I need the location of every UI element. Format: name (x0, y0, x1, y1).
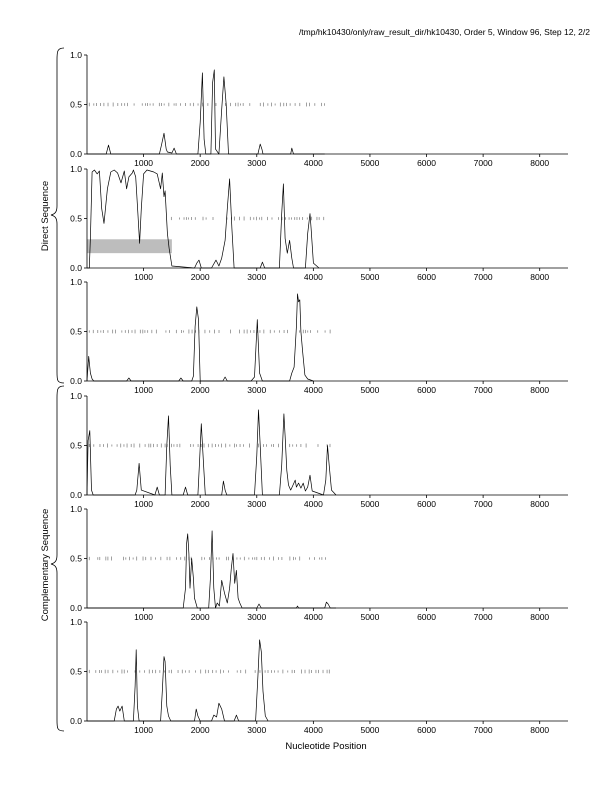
x-tick-label: 1000 (134, 385, 154, 395)
x-tick-label: 6000 (417, 725, 436, 735)
x-tick-label: 8000 (530, 272, 550, 282)
x-tick-label: 4000 (303, 612, 323, 622)
y-tick-label: 1.0 (70, 277, 82, 287)
direct-sequence-label: Direct Sequence (40, 180, 51, 252)
y-tick-label: 0.5 (70, 666, 82, 677)
x-tick-label: 6000 (417, 158, 436, 168)
y-tick-label: 0.0 (70, 716, 82, 726)
x-tick-label: 5000 (360, 272, 380, 282)
x-tick-label: 8000 (530, 385, 550, 395)
x-tick-label: 2000 (190, 612, 210, 622)
x-tick-label: 7000 (473, 725, 493, 735)
x-tick-label: 8000 (530, 499, 550, 509)
x-tick-label: 8000 (530, 612, 550, 622)
x-tick-label: 3000 (247, 612, 267, 622)
y-tick-label: 1.0 (70, 50, 82, 60)
x-tick-label: 1000 (134, 612, 154, 622)
direct-sequence-brace (51, 48, 64, 383)
series-line-1-1 (87, 70, 325, 154)
x-tick-label: 2000 (190, 725, 210, 735)
complementary-sequence-brace (51, 386, 64, 731)
y-tick-label: 0.5 (70, 326, 82, 337)
x-tick-label: 4000 (303, 499, 323, 509)
complementary-sequence-label: Complementary Sequence (40, 508, 51, 622)
x-tick-label: 2000 (190, 158, 210, 168)
x-tick-label: 1000 (134, 725, 154, 735)
y-tick-label: 1.0 (70, 504, 82, 514)
x-tick-label: 1000 (134, 499, 154, 509)
x-tick-label: 3000 (247, 725, 267, 735)
x-tick-label: 3000 (247, 385, 267, 395)
x-tick-label: 2000 (190, 499, 210, 509)
y-tick-label: 0.0 (70, 149, 82, 159)
x-tick-label: 7000 (473, 499, 493, 509)
x-tick-label: 4000 (303, 725, 323, 735)
panel-5 (70, 504, 568, 622)
y-tick-label: 0.0 (70, 603, 82, 613)
x-tick-label: 4000 (303, 385, 323, 395)
x-tick-label: 5000 (360, 725, 380, 735)
panel-2 (70, 164, 568, 282)
x-tick-label: 4000 (303, 158, 323, 168)
series-line-3-1 (87, 294, 313, 381)
panel-1 (70, 50, 568, 168)
highlight-region (87, 239, 172, 253)
x-tick-label: 7000 (473, 272, 493, 282)
x-tick-label: 2000 (190, 272, 210, 282)
x-tick-label: 7000 (473, 158, 493, 168)
x-axis-label: Nucleotide Position (285, 741, 367, 752)
panel-3 (70, 277, 568, 395)
panel-6 (70, 617, 568, 735)
x-tick-label: 6000 (417, 272, 436, 282)
x-tick-label: 6000 (417, 499, 436, 509)
x-tick-label: 1000 (134, 158, 154, 168)
x-tick-label: 7000 (473, 385, 493, 395)
x-tick-label: 5000 (360, 499, 380, 509)
y-tick-label: 0.0 (70, 376, 82, 386)
x-tick-label: 8000 (530, 158, 550, 168)
x-tick-label: 2000 (190, 385, 210, 395)
x-tick-label: 6000 (417, 385, 436, 395)
series-line-5-1 (87, 531, 336, 608)
x-tick-label: 7000 (473, 612, 493, 622)
y-tick-label: 0.0 (70, 490, 82, 500)
y-tick-label: 0.5 (70, 440, 82, 451)
x-tick-label: 6000 (417, 612, 436, 622)
x-tick-label: 5000 (360, 612, 380, 622)
series-line-4-1 (87, 410, 336, 495)
plot-title: /tmp/hk10430/only/raw_result_dir/hk10430, Order 5, Window 96, Step 12, 2/2 (298, 27, 590, 37)
panels (70, 50, 568, 735)
y-tick-label: 0.5 (70, 553, 82, 564)
y-tick-label: 0.0 (70, 263, 82, 273)
series-line-6-1 (87, 640, 268, 721)
x-tick-label: 5000 (360, 158, 380, 168)
y-tick-label: 1.0 (70, 617, 82, 627)
y-tick-label: 1.0 (70, 391, 82, 401)
x-tick-label: 3000 (247, 158, 267, 168)
y-tick-label: 0.5 (70, 99, 82, 110)
panel-4 (70, 391, 568, 509)
x-tick-label: 5000 (360, 385, 380, 395)
y-tick-label: 0.5 (70, 213, 82, 224)
x-tick-label: 4000 (303, 272, 323, 282)
group-braces (51, 48, 64, 731)
x-tick-label: 8000 (530, 725, 550, 735)
x-tick-label: 3000 (247, 272, 267, 282)
x-tick-label: 3000 (247, 499, 267, 509)
y-tick-label: 1.0 (70, 164, 82, 174)
x-tick-label: 1000 (134, 272, 154, 282)
